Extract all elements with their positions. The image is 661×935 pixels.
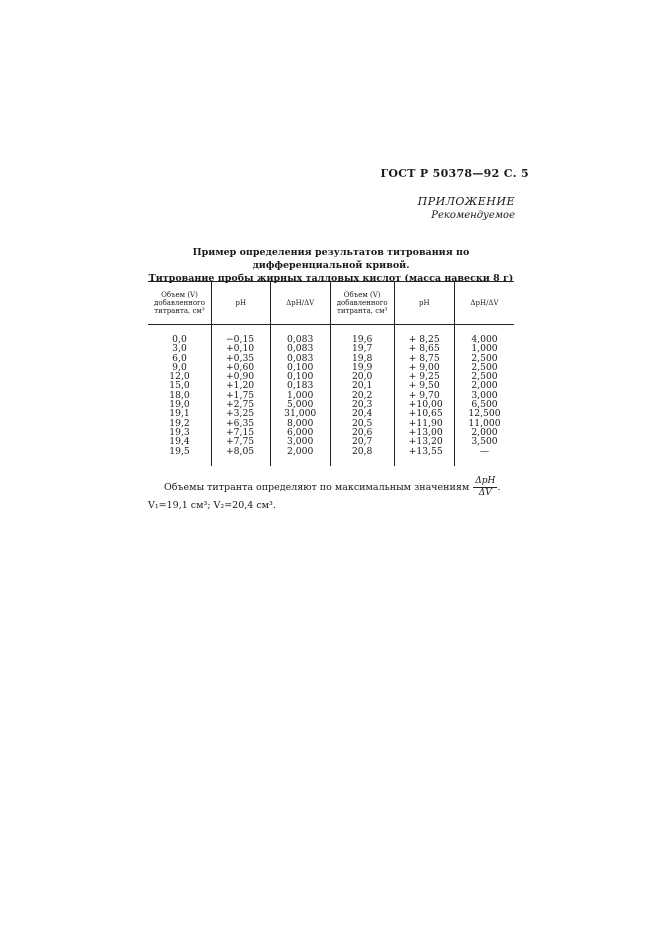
cell-ph1: +0,35 xyxy=(211,354,270,363)
appendix-subtitle: Рекомендуемое xyxy=(431,210,515,221)
cell-v1: 9,0 xyxy=(148,363,211,372)
cell-d2: 2,500 xyxy=(471,352,498,364)
table-row xyxy=(148,344,514,353)
cell-d2: 4,000 xyxy=(471,334,498,345)
cell-ph2: + 8,75 xyxy=(394,354,454,363)
cell-v2: 20,3 xyxy=(330,400,394,409)
cell-ph2: + 9,00 xyxy=(394,363,454,372)
table-body xyxy=(148,325,514,466)
cell-v2: 19,8 xyxy=(330,354,394,363)
header-dph-2: ΔpH/ΔV xyxy=(454,282,514,325)
cell-ph2: +11,90 xyxy=(394,419,454,428)
table-row xyxy=(148,409,514,418)
cell-v1: 19,1 xyxy=(148,409,211,418)
cell-v2: 20,8 xyxy=(330,447,394,466)
cell-ph2: +10,65 xyxy=(394,409,454,418)
cell-ph2: +13,55 xyxy=(394,447,454,466)
cell-d1: 3,000 xyxy=(270,437,330,446)
table-row xyxy=(148,354,514,363)
table-row xyxy=(148,325,514,345)
cell-v1: 12,0 xyxy=(148,372,211,381)
cell-v1: 15,0 xyxy=(148,381,211,390)
header-volume-1: Объем (V) добавленного титранта, см³ xyxy=(148,282,211,325)
cell-d2: 11,000 xyxy=(468,417,501,429)
cell-d2: 2,500 xyxy=(471,371,498,383)
cell-ph1: +7,75 xyxy=(211,437,270,446)
cell-v2: 20,6 xyxy=(330,428,394,437)
cell-d1: 0,100 xyxy=(270,372,330,381)
header-volume-2: Объем (V) добавленного титранта, см³ xyxy=(330,282,394,325)
appendix-title: ПРИЛОЖЕНИЕ xyxy=(417,195,515,208)
cell-d1: 8,000 xyxy=(270,419,330,428)
cell-d1: 0,100 xyxy=(270,363,330,372)
note-period: . xyxy=(497,481,501,493)
table-row xyxy=(148,372,514,381)
cell-v2: 19,9 xyxy=(330,363,394,372)
fraction-denominator: ΔV xyxy=(478,488,492,498)
cell-d2: 3,000 xyxy=(471,389,498,401)
cell-d1: 2,000 xyxy=(270,447,330,466)
cell-v1: 19,4 xyxy=(148,437,211,446)
cell-v1: 19,0 xyxy=(148,400,211,409)
caption-line-2: Титрование пробы жирных талловых кислот (масса навески 8 г) xyxy=(148,273,514,284)
cell-v2: 19,7 xyxy=(330,344,394,353)
cell-d2: 12,500 xyxy=(468,408,501,420)
cell-ph1: −0,15 xyxy=(211,325,270,345)
cell-v1: 6,0 xyxy=(148,354,211,363)
document-header: ГОСТ Р 50378—92 С. 5 xyxy=(380,167,529,180)
table-row xyxy=(148,419,514,428)
header-dph-1: ΔpH/ΔV xyxy=(270,282,330,325)
table-row xyxy=(148,428,514,437)
titration-table xyxy=(148,281,514,466)
cell-d1: 0,183 xyxy=(270,381,330,390)
cell-ph2: +13,00 xyxy=(394,428,454,437)
cell-v2: 20,7 xyxy=(330,437,394,446)
cell-v1: 3,0 xyxy=(148,344,211,353)
cell-d2: 2,000 xyxy=(471,426,498,438)
caption-line-1: Пример определения результатов титрования по дифференциальной кривой. xyxy=(192,247,470,271)
cell-v1: 19,2 xyxy=(148,419,211,428)
fraction-numerator: ΔpH xyxy=(475,476,496,486)
cell-v2: 19,6 xyxy=(330,325,394,345)
cell-ph1: +1,20 xyxy=(211,381,270,390)
table-row xyxy=(148,391,514,400)
cell-ph2: +10,00 xyxy=(394,400,454,409)
cell-ph2: + 8,25 xyxy=(394,325,454,345)
table-row xyxy=(148,437,514,446)
cell-v1: 0,0 xyxy=(148,325,211,345)
cell-ph1: +2,75 xyxy=(211,400,270,409)
cell-ph2: +13,20 xyxy=(394,437,454,446)
cell-ph1: +7,15 xyxy=(211,428,270,437)
cell-ph2: + 9,25 xyxy=(394,372,454,381)
cell-ph2: + 9,70 xyxy=(394,391,454,400)
cell-d1: 0,083 xyxy=(270,325,330,345)
cell-d2: — xyxy=(479,445,490,457)
cell-v2: 20,4 xyxy=(330,409,394,418)
cell-d2: 2,000 xyxy=(471,380,498,392)
cell-v1: 19,3 xyxy=(148,428,211,437)
header-ph-2: pH xyxy=(394,282,454,325)
table-row xyxy=(148,447,514,466)
cell-v2: 20,2 xyxy=(330,391,394,400)
appendix-label xyxy=(418,195,515,221)
cell-d2: 3,500 xyxy=(471,436,498,448)
cell-ph1: +0,10 xyxy=(211,344,270,353)
cell-d2: 1,000 xyxy=(471,343,498,355)
note-block xyxy=(148,476,528,513)
cell-v2: 20,0 xyxy=(330,372,394,381)
cell-v1: 19,5 xyxy=(148,447,211,466)
cell-d1: 0,083 xyxy=(270,344,330,353)
cell-ph1: +0,90 xyxy=(211,372,270,381)
table-row xyxy=(148,363,514,372)
cell-d2: 2,500 xyxy=(471,361,498,373)
table-row xyxy=(148,381,514,390)
cell-d1: 1,000 xyxy=(270,391,330,400)
cell-ph2: + 9,50 xyxy=(394,381,454,390)
cell-v2: 20,1 xyxy=(330,381,394,390)
header-ph-1: pH xyxy=(211,282,270,325)
cell-d1: 31,000 xyxy=(270,409,330,418)
cell-d1: 0,083 xyxy=(270,354,330,363)
cell-v1: 18,0 xyxy=(148,391,211,400)
cell-ph1: +3,25 xyxy=(211,409,270,418)
table-row xyxy=(148,400,514,409)
table-caption xyxy=(148,246,514,285)
note-text: Объемы титранта определяют по максимальным значениям xyxy=(164,481,470,493)
cell-d1: 5,000 xyxy=(270,400,330,409)
cell-ph2: + 8,65 xyxy=(394,344,454,353)
fraction xyxy=(473,476,497,499)
note-result: V₁=19,1 см³; V₂=20,4 см³. xyxy=(148,500,276,511)
note-line-1 xyxy=(148,476,528,499)
cell-ph1: +0,60 xyxy=(211,363,270,372)
cell-ph1: +6,35 xyxy=(211,419,270,428)
cell-d1: 6,000 xyxy=(270,428,330,437)
cell-ph1: +8,05 xyxy=(211,447,270,466)
table-header-row xyxy=(148,282,514,325)
cell-d2: 6,500 xyxy=(471,399,498,411)
cell-v2: 20,5 xyxy=(330,419,394,428)
cell-ph1: +1,75 xyxy=(211,391,270,400)
